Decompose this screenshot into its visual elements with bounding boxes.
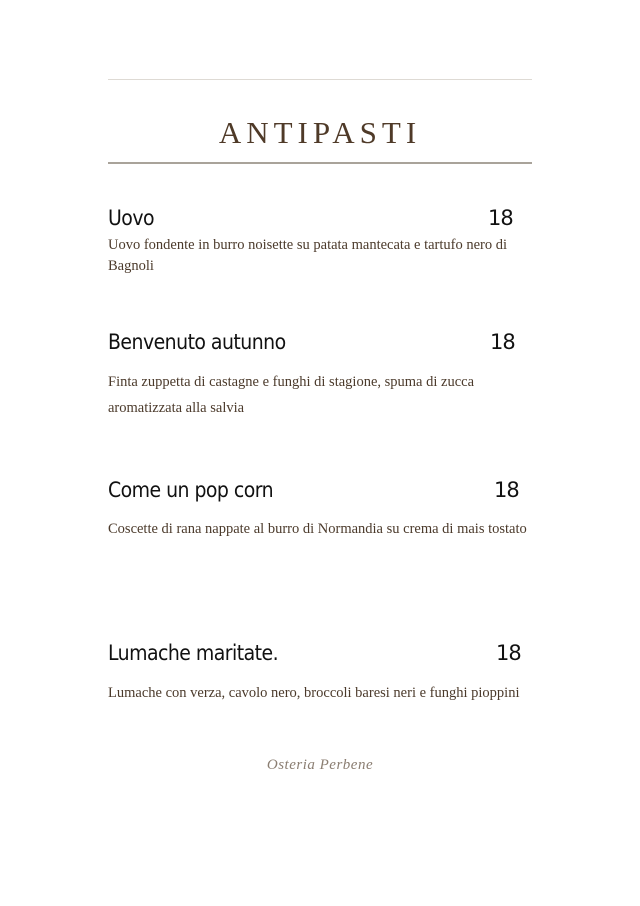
dish-description-uovo: Uovo fondente in burro noisette su patata mantecata e tartufo nero di Bagnoli [108,237,508,274]
dish-price-uovo: 18 [488,206,513,230]
dish-name-benvenuto-autunno: Benvenuto autunno [108,330,286,354]
dish-name-lumache-maritate: Lumache maritate. [108,641,279,665]
dish-description-lumache-maritate: Lumache con verza, cavolo nero, broccoli baresi neri e funghi pioppini [108,685,520,701]
dish-price-lumache-maritate: 18 [496,641,521,665]
dish-price-come-un-pop-corn: 18 [494,478,519,502]
restaurant-signature: Osteria Perbene [266,757,374,773]
dish-description-benvenuto-autunno: Finta zuppetta di castagne e funghi di stagione, spuma di zucca aromatizzata alla salvia [108,374,475,416]
section-title: ANTIPASTI [218,115,422,150]
dish-price-benvenuto-autunno: 18 [490,330,515,354]
dish-description-come-un-pop-corn: Coscette di rana nappate al burro di Normandia su crema di mais tostato [108,521,527,537]
top-divider [108,79,532,80]
dish-name-uovo: Uovo [108,206,154,230]
title-divider [108,162,532,164]
dish-name-come-un-pop-corn: Come un pop corn [108,478,274,502]
